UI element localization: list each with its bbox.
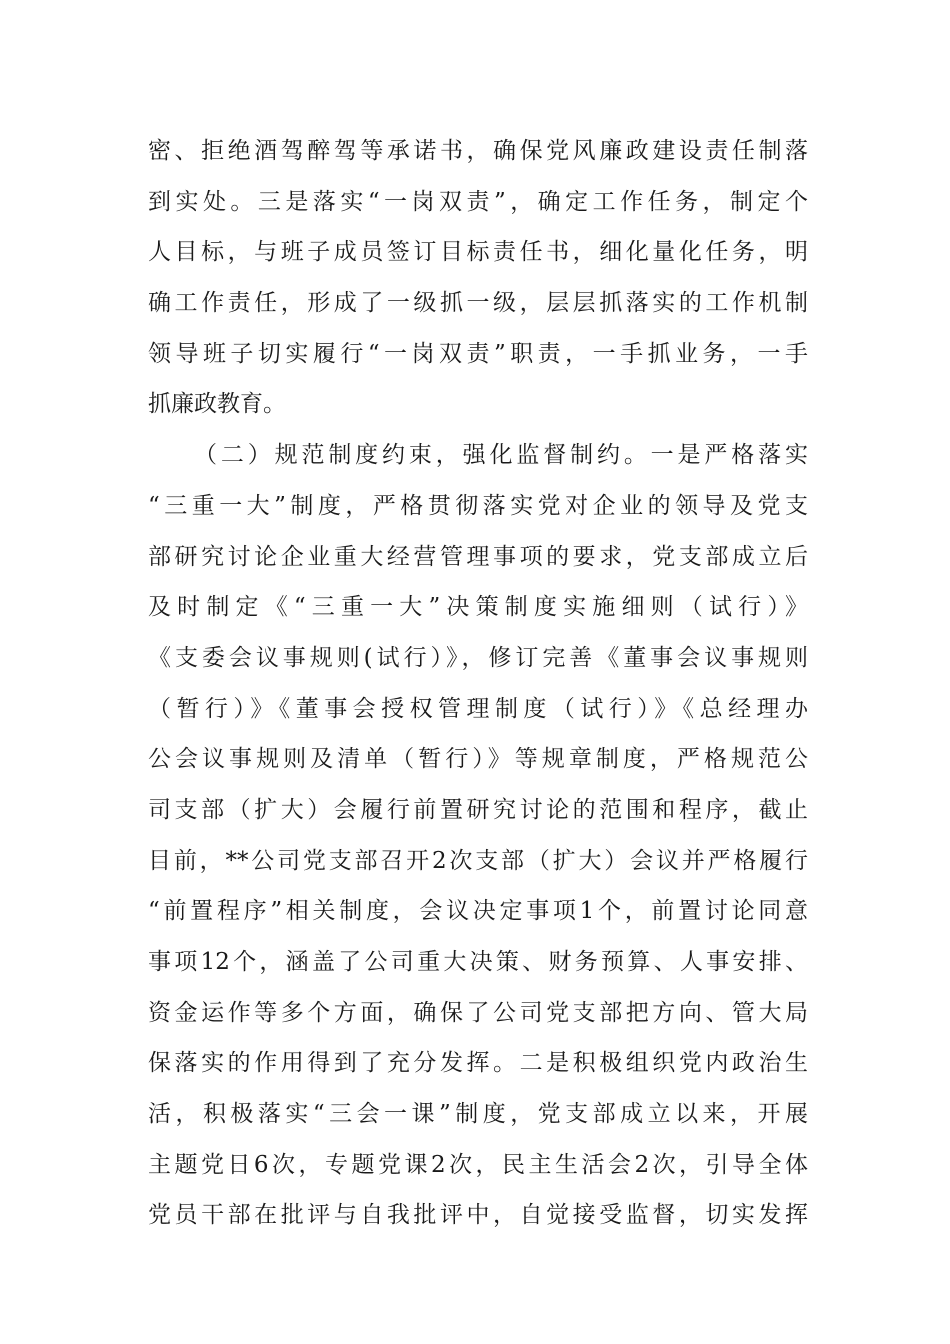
text-line: 领导班子切实履行“一岗双责”职责，一手抓业务，一手 [148, 340, 808, 367]
text-line: （暂行）》《董事会授权管理制度（试行）》《总经理办 [148, 695, 808, 722]
text-line: 主题党日6次，专题党课2次，民主生活会2次，引导全体 [148, 1151, 808, 1178]
text-line: 公会议事规则及清单（暂行）》等规章制度，严格规范公 [148, 746, 808, 773]
section-heading-line: （二）规范制度约束，强化监督制约。一是严格落实 [194, 442, 808, 469]
text-line: 保落实的作用得到了充分发挥。二是积极组织党内政治生 [148, 1050, 808, 1077]
text-line: “三重一大”制度，严格贯彻落实党对企业的领导及党支 [148, 492, 808, 519]
text-line: 党员干部在批评与自我批评中，自觉接受监督，切实发挥 [148, 1202, 808, 1229]
text-line: 司支部（扩大）会履行前置研究讨论的范围和程序，截止 [148, 796, 808, 823]
text-line: 资金运作等多个方面，确保了公司党支部把方向、管大局 [148, 999, 808, 1026]
text-line: 及时制定《“三重一大”决策制度实施细则（试行）》 [148, 594, 808, 621]
body-text [148, 126, 808, 1241]
text-line: 到实处。三是落实“一岗双责”，确定工作任务，制定个 [148, 188, 808, 215]
text-line: 人目标，与班子成员签订目标责任书，细化量化任务，明 [148, 239, 808, 266]
text-line: 抓廉政教育。 [148, 391, 286, 418]
text-line: 密、拒绝酒驾醉驾等承诺书，确保党风廉政建设责任制落 [148, 138, 808, 164]
text-line: 活，积极落实“三会一课”制度，党支部成立以来，开展 [148, 1101, 808, 1128]
text-line: 《支委会议事规则(试行）》，修订完善《董事会议事规则 [148, 644, 808, 671]
text-line: 事项12个，涵盖了公司重大决策、财务预算、人事安排、 [148, 949, 808, 975]
text-line: 目前，**公司党支部召开2次支部（扩大）会议并严格履行 [148, 847, 808, 874]
text-line: 确工作责任，形成了一级抓一级，层层抓落实的工作机制 [148, 290, 808, 317]
text-line: “前置程序”相关制度，会议决定事项1个，前置讨论同意 [148, 898, 808, 925]
text-line: 部研究讨论企业重大经营管理事项的要求，党支部成立后 [148, 543, 808, 570]
